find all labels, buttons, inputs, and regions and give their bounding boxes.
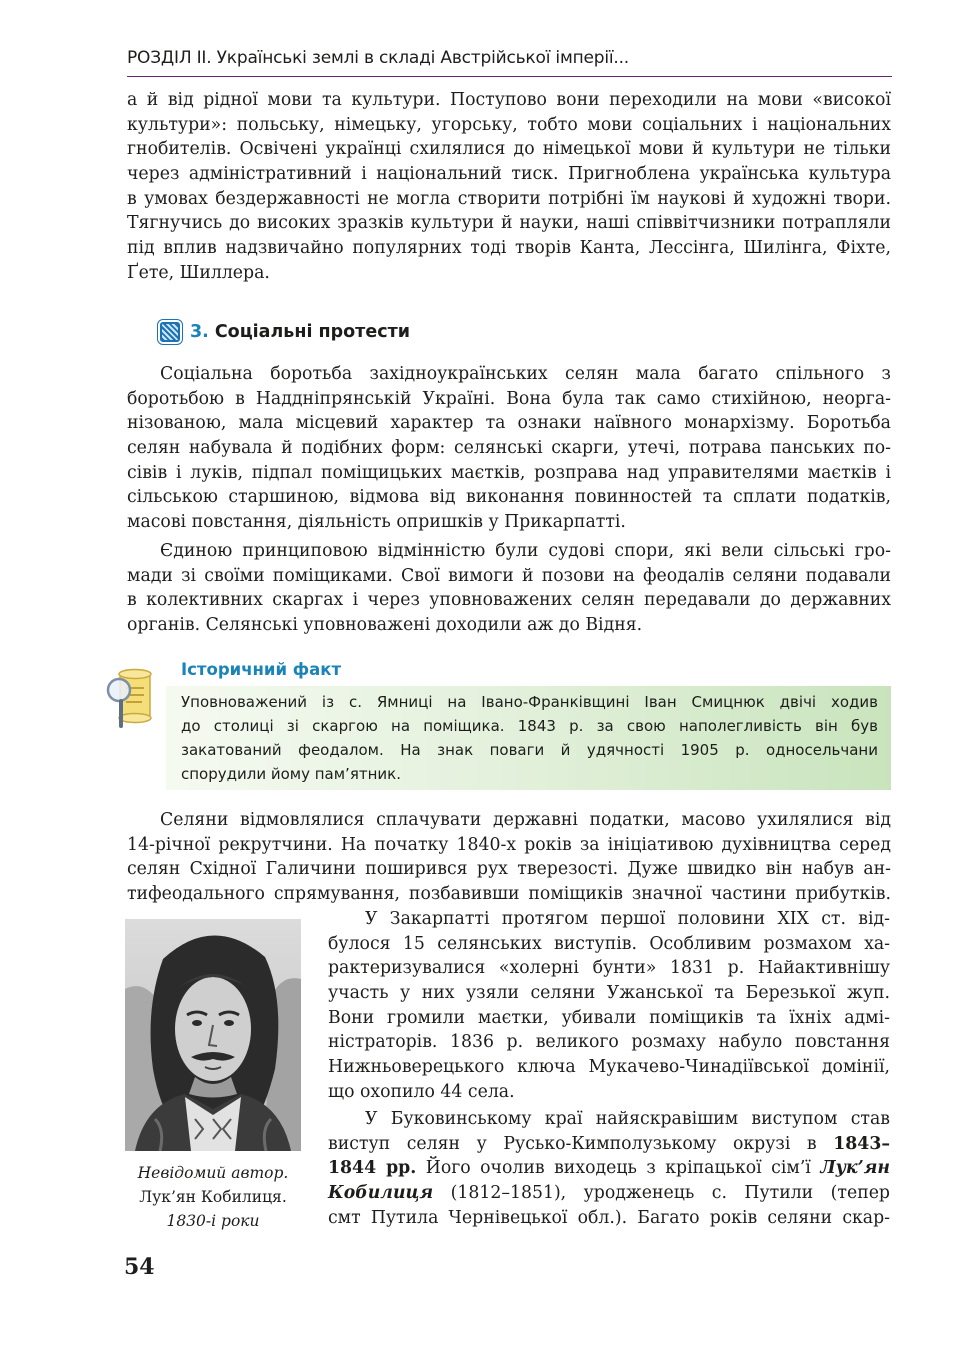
text-line: тифеодального спрямування, позбавивши поміщиків значної частини прибутків. <box>127 884 891 905</box>
caption-date: 1830-і роки <box>166 1212 260 1230</box>
text-line: що охопило 44 села. <box>328 1081 515 1102</box>
text-line: мади зі своїми поміщиками. Свої вимоги й позови на феодалів селяни подавали <box>127 565 891 586</box>
bold-years: 1844 рр. <box>328 1158 417 1179</box>
section-number: 3. <box>190 322 209 342</box>
paragraph-transcarpathia <box>328 907 890 1105</box>
section-heading <box>160 319 410 345</box>
text-line: під вплив надзвичайно популярних тоді творів Канта, Лессінга, Шилінга, Фіхте, <box>127 238 891 259</box>
text-line: гнобителів. Освічені українці схилялися до німецької мови й культури не тільки <box>127 139 891 160</box>
text-line: виступ селян у Русько-Кимполузькому окрузі в 1843– <box>328 1133 890 1154</box>
text-line: У Буковинському краї найяскравішим виступом став <box>365 1109 890 1129</box>
text-line: масові повстання, діяльність опришків у Прикарпатті. <box>127 512 626 533</box>
caption-author: Невідомий автор. <box>137 1164 289 1182</box>
portrait-image <box>125 919 301 1151</box>
historical-fact-scroll-icon <box>103 668 159 730</box>
text-line: органів. Селянські уповноважені доходили аж до Відня. <box>127 615 643 636</box>
text-line: Ґете, Шиллера. <box>127 262 270 283</box>
paragraph-taxes <box>127 808 891 907</box>
section-title: Соціальні протести <box>214 322 410 342</box>
caption-name: Лук’ян Кобилиця. <box>139 1188 287 1206</box>
text-line: Нижньоверецького ключа Мукачево-Чинадіївської домінії, <box>328 1057 890 1078</box>
text-line: сівів і луків, підпал поміщицьких маєтків, розправа над управителями маєтків і <box>127 462 891 483</box>
text-line: Соціальна боротьба західноукраїнських селян мала багато спільного з <box>160 364 891 384</box>
fact-title: Історичний факт <box>181 660 342 679</box>
text-line: нізованою, мала місцевий характер та ознаки наївного монархізму. Боротьба <box>127 413 891 434</box>
text-line: участь у них узяли селяни Ужанської та Березької жуп. <box>328 983 890 1004</box>
fact-text <box>181 690 878 786</box>
bold-years: 1843– <box>833 1133 890 1154</box>
paragraph-court-disputes <box>127 539 891 638</box>
text-line: Селяни відмовлялися сплачувати державні податки, масово ухилялися від <box>160 810 891 830</box>
text-line: Єдиною принциповою відмінністю були судові спори, які вели сільські гро- <box>160 541 891 561</box>
bold-italic-name: Лук’ян <box>820 1158 890 1179</box>
text-line: закатований феодалом. На знак поваги й удячності 1905 р. односельчани <box>181 741 878 759</box>
text-line: булося 15 селянських виступів. Особливим розмахом ха- <box>328 933 890 954</box>
text-line: сільською старшиною, відмова від виконання повинностей та сплати податків, <box>127 487 891 508</box>
text-line: 14-річної рекрутчини. На початку 1840-х років за ініціативою духівництва серед <box>127 834 891 855</box>
intro-paragraph <box>127 88 891 286</box>
text-line: в колективних скаргах і через уповноважених селян передавали до державних <box>127 590 891 611</box>
text-line: У Закарпатті протягом першої половини XIX ст. від- <box>365 909 890 929</box>
text-line: боротьбою в Наддніпрянській Україні. Вона була так само стихійною, неорга- <box>127 388 891 409</box>
text-line: селян набувала й подібних форм: селянські скарги, утечі, потрава панських по- <box>127 438 891 459</box>
text-line: смт Путила Чернівецької обл.). Багато років селяни скар- <box>328 1207 890 1228</box>
text-line: Тягнучись до високих зразків культури й науки, наші співвітчизники потрапляли <box>127 213 891 234</box>
paragraph-bukovyna <box>328 1107 890 1230</box>
text-line: 1844 рр. Його очолив виходець з кріпацької сім’ї Лук’ян <box>328 1158 890 1179</box>
text-line: ністраторів. 1836 р. великого розмаху набуло повстання <box>328 1032 890 1053</box>
chip-icon <box>160 322 180 342</box>
text-line: через адміністративний і національний тиск. Пригноблена українська культура <box>127 164 891 185</box>
text-line: в умовах бездержавності не могла створити потрібні їм наукові й художні твори. <box>127 188 891 209</box>
text-line: до столиці зі скаргою на поміщика. 1843 р. за свою наполегливість він був <box>181 717 878 735</box>
text-line: а й від рідної мови та культури. Поступово вони переходили на мови «високої <box>127 90 891 110</box>
text-line: спорудили йому пам’ятник. <box>181 765 401 783</box>
text-line: селян Східної Галичини поширився рух тверезості. Дуже швидко він набув ан- <box>127 859 891 880</box>
text-line: культури»: польську, німецьку, угорську, тобто мови соціальних і національних <box>127 114 891 135</box>
text-line: рактеризувалися «холерні бунти» 1831 р. Найактивнішу <box>328 958 890 979</box>
page-number: 54 <box>124 1254 155 1280</box>
text-line: Кобилиця (1812–1851), уродженець с. Путили (тепер <box>328 1183 890 1204</box>
text-line: Вони громили маєтки, убивали поміщиків та їхніх адмі- <box>328 1007 890 1028</box>
paragraph-social-struggle <box>127 362 891 535</box>
portrait-caption <box>108 1161 318 1233</box>
text-line: Уповноважений із с. Ямниці на Івано-Франківщині Іван Смицнюк двічі ходив <box>181 693 878 711</box>
header-rule <box>127 76 892 77</box>
running-head: РОЗДІЛ ІІ. Українські землі в складі Австрійської імперії... <box>127 48 629 68</box>
bold-italic-name: Кобилиця <box>328 1183 434 1204</box>
